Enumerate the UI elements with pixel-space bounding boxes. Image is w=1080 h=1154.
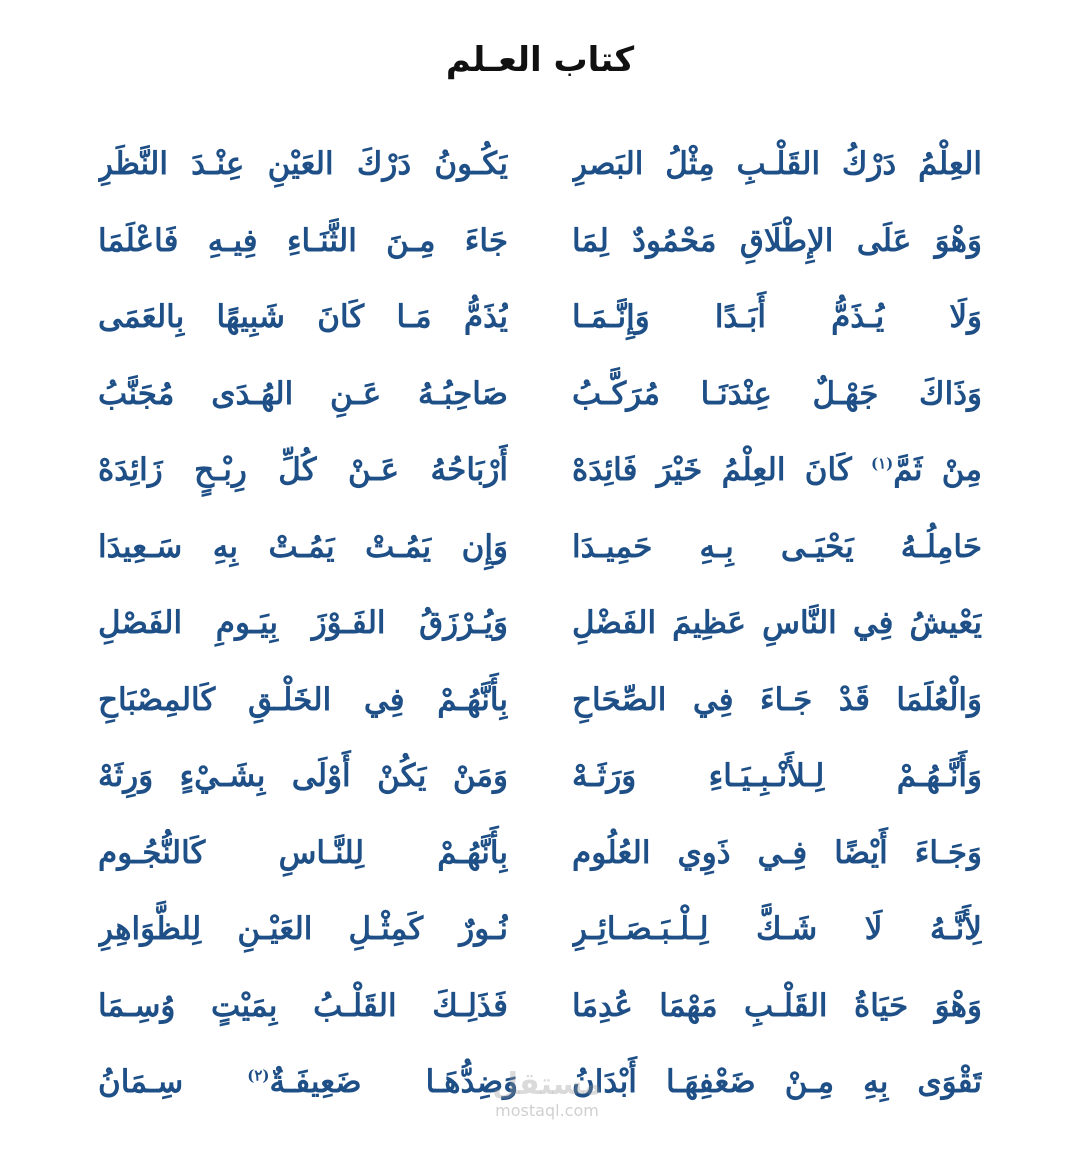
verse-10-first-hemistich: وَجَـاءَ أَيْضًا فِـي ذَوِي العُلُوم xyxy=(572,834,982,871)
verse-4-first-hemistich: وَذَاكَ جَهْـلٌ عِنْدَنَـا مُرَكَّـبُ xyxy=(572,375,982,412)
verse-5-second-hemistich: أَرْبَاحُهُ عَـنْ كُلِّ رِبْـحٍ زَائِدَهْ xyxy=(98,452,508,488)
verse-2 xyxy=(0,205,1080,282)
verse-13 xyxy=(0,1046,1080,1123)
verse-2-first-hemistich: وَهْوَ عَلَى الإِطْلَاقِ مَحْمُودٌ لِمَا xyxy=(572,222,982,259)
verse-8-second-hemistich: بِأَنَّهُـمْ فِي الخَلْـقِ كَالمِصْبَاحِ xyxy=(98,681,508,718)
verse-9 xyxy=(0,740,1080,817)
verse-6 xyxy=(0,511,1080,588)
verse-11 xyxy=(0,893,1080,970)
verse-6-second-hemistich: وَإِن يَمُـتْ يَمُـتْ بِهِ سَـعِيدَا xyxy=(98,528,508,565)
verse-3-second-hemistich: يُذَمُّ مَـا كَانَ شَبِيهًا بِالعَمَى xyxy=(98,299,508,335)
poem xyxy=(0,128,1080,1123)
verse-6-first-hemistich: حَامِلُـهُ يَحْيَـى بِـهِ حَمِيـدَا xyxy=(572,528,982,565)
verse-13-text-start: وَضِدُّهَـا ضَعِيفَـةٌ xyxy=(269,1064,518,1100)
verse-5-first-hemistich xyxy=(572,440,982,500)
verse-1-first-hemistich: العِلْمُ دَرْكُ القَلْـبِ مِثْلُ البَصرِ xyxy=(572,146,982,182)
verse-4 xyxy=(0,358,1080,435)
verse-11-second-hemistich: نُـورٌ كَمِثْـلِ العَيْـنِ لِلظَّوَاهِرِ xyxy=(98,911,508,947)
verse-8-first-hemistich: وَالْعُلَمَا قَدْ جَـاءَ فِي الصِّحَاحِ xyxy=(572,681,982,718)
verse-1-second-hemistich: يَكُـونُ دَرْكَ العَيْنِ عِنْـدَ النَّظَرِ xyxy=(98,146,508,182)
page-title: كتاب العـلم xyxy=(445,40,635,80)
verse-13-first-hemistich: تَقْوَى بِهِ مِـنْ ضَعْفِهَـا أَبْدَانُ xyxy=(572,1064,982,1100)
verse-11-first-hemistich: لِأَنَّـهُ لَا شَـكَّ لِـلْـبَـصَـائِـرِ xyxy=(572,911,982,947)
verse-4-second-hemistich: صَاحِبُـهُ عَـنِ الهُـدَى مُجَنَّبُ xyxy=(98,375,508,412)
verse-1 xyxy=(0,128,1080,205)
verse-7-second-hemistich: وَيُـرْزَقُ الفَـوْزَ بِيَـومِ الفَصْلِ xyxy=(98,605,508,641)
verse-8 xyxy=(0,664,1080,741)
verse-12-second-hemistich: فَذَلِـكَ القَلْـبُ بِمَيْتٍ وُسِـمَا xyxy=(98,987,508,1024)
verse-13-text-end: سِـمَانُ xyxy=(98,1064,248,1100)
verse-2-second-hemistich: جَاءَ مِـنَ الثَّنَـاءِ فِيـهِ فَاعْلَمَا xyxy=(98,222,508,259)
verse-3-first-hemistich: وَلَا يُـذَمُّ أَبَـدًا وَإِنَّـمَـا xyxy=(572,299,982,335)
watermark-arabic: مستقل xyxy=(492,1067,602,1102)
verse-5-text-end: كَانَ العِلْمُ خَيْرَ فَائِدَهْ xyxy=(572,452,871,488)
watermark-latin: mostaql.com xyxy=(495,1101,599,1120)
verse-13-second-hemistich xyxy=(98,1052,518,1112)
verse-3 xyxy=(0,281,1080,358)
footnote-marker-2: (٢) xyxy=(247,1066,270,1085)
verse-10 xyxy=(0,817,1080,894)
verse-5-text-start: مِنْ ثَمَّ xyxy=(893,452,982,488)
footnote-marker-1: (١) xyxy=(870,454,894,473)
verse-9-second-hemistich: وَمَنْ يَكُنْ أَوْلَى بِشَـيْءٍ وَرِثَهْ xyxy=(98,758,508,794)
verse-10-second-hemistich: بِأَنَّهُـمْ لِلنَّـاسِ كَالنُّجُـوم xyxy=(98,834,508,871)
verse-7-first-hemistich: يَعْيشُ فِي النَّاسِ عَظِيمَ الفَضْلِ xyxy=(572,605,982,641)
verse-9-first-hemistich: وَأَنَّـهُـمْ لِـلأَنْـبِـيَـاءِ وَرَثَـهْ xyxy=(572,758,982,794)
verse-5 xyxy=(0,434,1080,511)
verse-7 xyxy=(0,587,1080,664)
verse-12 xyxy=(0,970,1080,1047)
verse-12-first-hemistich: وَهْوَ حَيَاةُ القَلْـبِ مَهْمَا عُدِمَا xyxy=(572,987,982,1024)
